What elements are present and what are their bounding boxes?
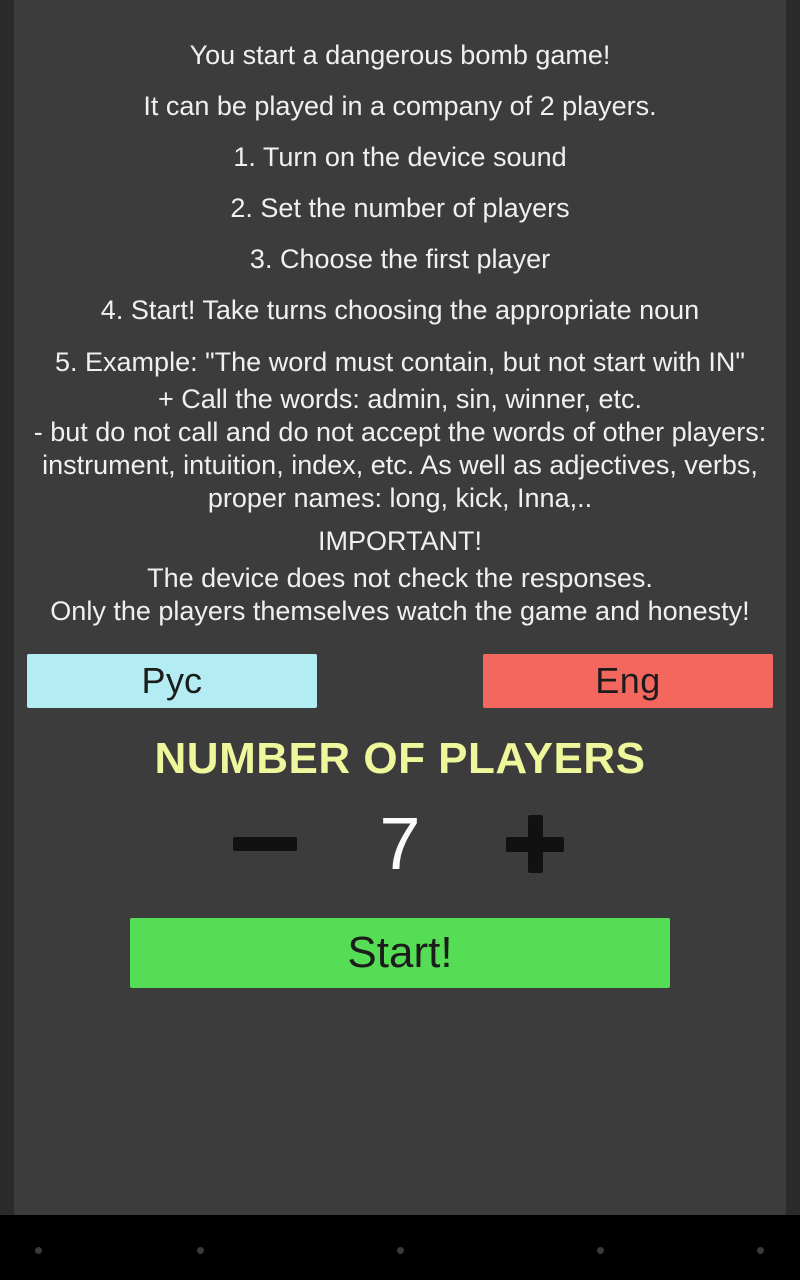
nav-dot-icon [35,1247,42,1254]
minus-icon [233,837,297,851]
start-button-label: Start! [347,927,453,977]
decrement-players-button[interactable] [200,804,330,884]
instructions-panel [14,0,786,628]
language-selector [27,654,773,708]
nav-back-icon[interactable] [197,1247,204,1254]
instruction-example-bad: - but do not call and do not accept the words of other players: instrument, intuition, index, etc. As well as adjectives, verbs, proper names: long, kick, Inna,.. [33,416,767,513]
instruction-example: 5. Example: "The word must contain, but not start with IN" [55,347,745,377]
instruction-step-2: 2. Set the number of players [230,193,570,223]
instruction-important-line-2: Only the players themselves watch the game and honesty! [50,595,750,626]
instruction-intro: You start a dangerous bomb game! [189,40,611,70]
start-button[interactable] [130,918,670,988]
instruction-important-title: IMPORTANT! [317,525,482,556]
system-navigation-bar [0,1215,800,1280]
instruction-example-good: + Call the words: admin, sin, winner, etc. [158,383,642,414]
increment-players-button[interactable] [470,804,600,884]
instruction-step-3: 3. Choose the first player [249,244,551,274]
players-section-title: NUMBER OF PLAYERS [154,733,646,783]
player-count-value: 7 [379,801,421,885]
start-button-container [14,918,786,988]
nav-recents-icon[interactable] [597,1247,604,1254]
instruction-step-1: 1. Turn on the device sound [233,142,567,172]
instruction-important-line-1: The device does not check the responses. [147,562,653,593]
language-button-russian-label: Рус [141,659,203,701]
instruction-players-note: It can be played in a company of 2 players. [143,91,657,121]
language-button-english[interactable] [483,654,773,708]
player-count-stepper [14,801,786,885]
language-button-english-label: Eng [595,659,661,701]
plus-icon [506,815,564,873]
nav-dot-icon [757,1247,764,1254]
language-button-russian[interactable] [27,654,317,708]
instruction-step-4: 4. Start! Take turns choosing the appropriate noun [100,295,700,325]
nav-home-icon[interactable] [397,1247,404,1254]
